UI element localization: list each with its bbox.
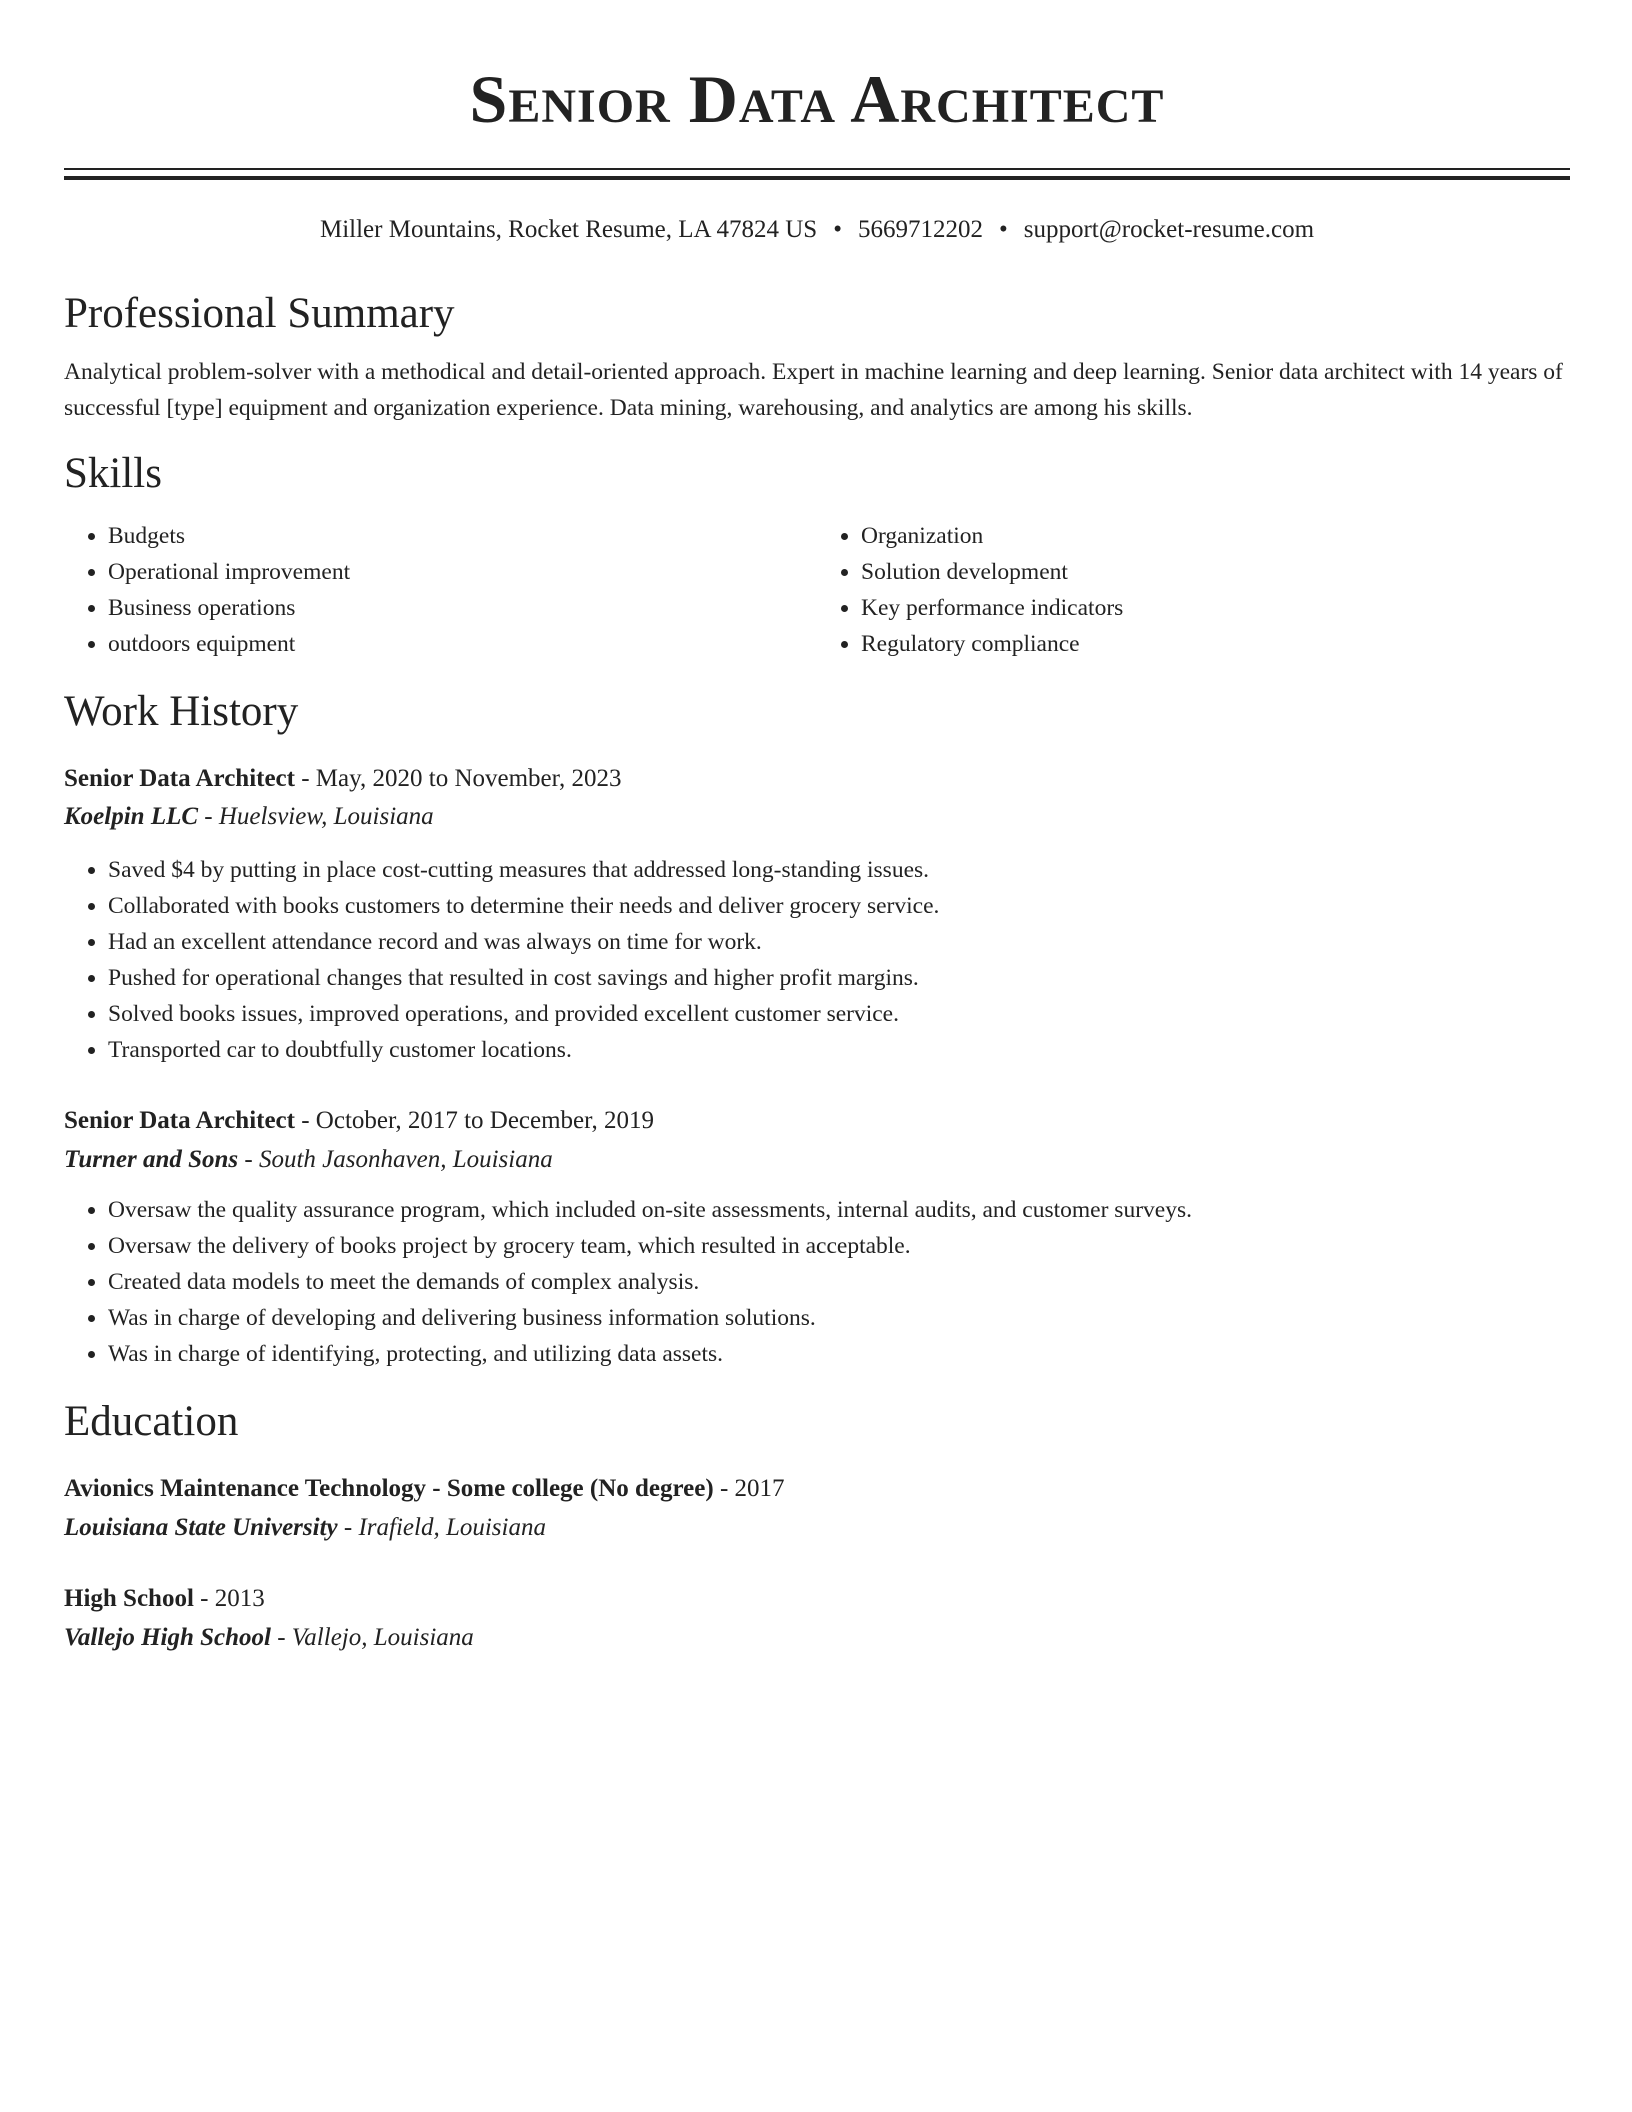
resume-page (64, 0, 1570, 1658)
job-bullet: • Saved $4 by putting in place cost-cutting measures that addressed long-standing issues. (108, 852, 1570, 888)
job-header (64, 760, 1570, 798)
job-bullet: • Pushed for operational changes that resulted in cost savings and higher profit margins. (108, 960, 1570, 996)
job-bullet: • Oversaw the quality assurance program, which included on-site assessments, internal audits, and customer surveys. (108, 1192, 1570, 1228)
job-bullets (64, 1192, 1570, 1372)
skill-item: • Budgets (108, 518, 817, 554)
summary-text: Analytical problem-solver with a methodical and detail-oriented approach. Expert in machine learning and deep learning. Senior data architect with 14 years of successful [type] equipment and organization experience. Data mining, warehousing, and analytics are among his skills. (64, 359, 1563, 421)
skills-list (64, 518, 1570, 662)
job-dates: - October, 2017 to December, 2019 (294, 1107, 654, 1134)
title-divider-thin (64, 168, 1570, 170)
skill-item: • Key performance indicators (861, 590, 1570, 626)
job-bullets (64, 852, 1570, 1068)
skills-column-left (64, 518, 817, 662)
job-bullet: • Created data models to meet the demands of complex analysis. (108, 1264, 1570, 1300)
skill-item: • Business operations (108, 590, 817, 626)
skills-heading: Skills (64, 450, 162, 497)
contact-separator: • (998, 216, 1008, 243)
job-bullet: • Was in charge of developing and delivering business information solutions. (108, 1300, 1570, 1336)
title-divider-thick (64, 176, 1570, 180)
contact-address: Miller Mountains, Rocket Resume, LA 47824 US (319, 216, 818, 243)
skill-item: • Solution development (861, 554, 1570, 590)
resume-title: Senior Data Architect (469, 61, 1165, 137)
contact-phone: 5669712202 (857, 216, 983, 243)
contact-email: support@rocket-resume.com (1023, 216, 1315, 243)
education-year: - 2017 (713, 1475, 785, 1502)
job-bullet: • Solved books issues, improved operations, and provided excellent customer service. (108, 996, 1570, 1032)
skills-column-right (817, 518, 1570, 662)
contact-line (64, 214, 1570, 246)
education-location: - Irafield, Louisiana (337, 1514, 546, 1541)
job-bullet: • Was in charge of identifying, protecting, and utilizing data assets. (108, 1336, 1570, 1372)
job-entry (64, 1102, 1570, 1372)
job-header (64, 1102, 1570, 1140)
education-header (64, 1580, 1570, 1618)
education-header (64, 1470, 1570, 1508)
job-dates: - May, 2020 to November, 2023 (294, 765, 622, 792)
job-bullet: • Collaborated with books customers to determine their needs and deliver grocery service. (108, 888, 1570, 924)
job-bullet: • Oversaw the delivery of books project by grocery team, which resulted in acceptable. (108, 1228, 1570, 1264)
job-location: - Huelsview, Louisiana (198, 803, 434, 830)
job-bullet: • Transported car to doubtfully customer locations. (108, 1032, 1570, 1068)
skill-item: • Operational improvement (108, 554, 817, 590)
education-year: - 2013 (193, 1585, 265, 1612)
education-location: - Vallejo, Louisiana (270, 1624, 474, 1651)
education-school-line (64, 1618, 1570, 1658)
job-company: Turner and Sons (64, 1146, 239, 1173)
job-title: Senior Data Architect (64, 1107, 295, 1134)
contact-separator: • (833, 216, 842, 243)
job-entry (64, 760, 1570, 1068)
education-school: Louisiana State University (64, 1514, 338, 1541)
job-company-line (64, 798, 1570, 836)
education-heading: Education (64, 1398, 239, 1445)
skill-item: • Organization (861, 518, 1570, 554)
summary-heading: Professional Summary (64, 290, 455, 337)
education-entry (64, 1470, 1570, 1548)
job-title: Senior Data Architect (64, 765, 295, 792)
skill-item: • outdoors equipment (108, 626, 817, 662)
education-degree: High School (64, 1585, 194, 1612)
job-location: - South Jasonhaven, Louisiana (238, 1146, 553, 1173)
skill-item: • Regulatory compliance (861, 626, 1570, 662)
job-company-line (64, 1140, 1570, 1180)
education-degree: Avionics Maintenance Technology - Some college (No degree) (64, 1475, 714, 1502)
work-history-heading: Work History (64, 688, 299, 735)
job-company: Koelpin LLC (64, 803, 199, 830)
job-bullet: • Had an excellent attendance record and was always on time for work. (108, 924, 1570, 960)
education-entry (64, 1580, 1570, 1658)
education-school-line (64, 1508, 1570, 1548)
education-school: Vallejo High School (64, 1624, 271, 1651)
